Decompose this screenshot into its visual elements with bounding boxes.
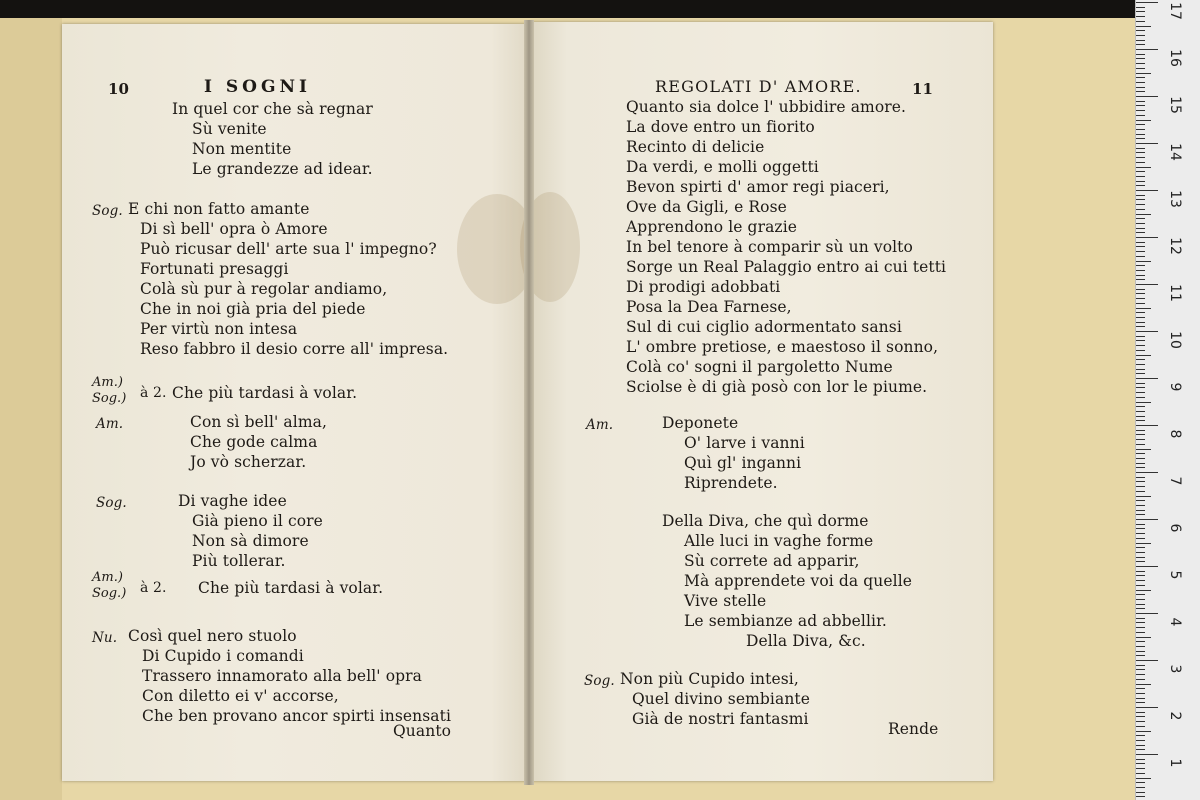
ruler-tick xyxy=(1136,406,1145,407)
right-page-line: Bevon spirti d' amor regi piaceri, xyxy=(626,178,890,196)
right-page-line: Sorge un Real Palaggio entro ai cui tetti xyxy=(626,258,947,276)
ruler-tick xyxy=(1136,63,1145,64)
right-page-line: Le sembianze ad abbellir. xyxy=(684,612,887,630)
left-page-line: In quel cor che sà regnar xyxy=(172,100,373,118)
ruler-tick xyxy=(1136,528,1145,529)
ruler-tick xyxy=(1136,463,1145,464)
left-page-line: Le grandezze ad idear. xyxy=(192,160,373,178)
ruler-tick xyxy=(1136,599,1145,600)
ruler-tick xyxy=(1136,26,1151,27)
ruler-tick xyxy=(1136,322,1145,323)
right-page-line: Ove da Gigli, e Rose xyxy=(626,198,787,216)
ruler-tick xyxy=(1136,637,1151,638)
ruler-tick xyxy=(1136,87,1145,88)
ruler-tick xyxy=(1136,778,1151,779)
left-page-line: Non mentite xyxy=(192,140,292,158)
ruler-number: 3 xyxy=(1167,664,1183,674)
right-page-line: Sciolse è di già posò con lor le piume. xyxy=(626,378,928,396)
ruler-tick xyxy=(1136,345,1145,346)
ruler-tick xyxy=(1136,430,1145,431)
ruler-tick xyxy=(1136,21,1145,22)
duet-2-marker: à 2. xyxy=(140,580,167,596)
ruler-tick xyxy=(1136,524,1145,525)
right-page-line: Deponete xyxy=(662,414,739,432)
ruler-number: 17 xyxy=(1167,2,1183,20)
ruler-tick xyxy=(1136,105,1145,106)
ruler-tick xyxy=(1136,575,1145,576)
ruler-tick xyxy=(1136,684,1151,685)
ruler-tick xyxy=(1136,627,1145,628)
ruler-tick xyxy=(1136,157,1145,158)
right-page-line: Da verdi, e molli oggetti xyxy=(626,158,819,176)
ruler-tick xyxy=(1136,392,1145,393)
right-page-line: La dove entro un fiorito xyxy=(626,118,815,136)
ruler-tick xyxy=(1136,44,1145,45)
ruler-tick xyxy=(1136,359,1145,360)
duet-1-marker: à 2. xyxy=(140,385,167,401)
ruler-tick xyxy=(1136,519,1158,520)
ruler-tick xyxy=(1136,402,1151,403)
ruler-tick xyxy=(1136,96,1158,97)
right-page-line: In bel tenore à comparir sù un volto xyxy=(626,238,913,256)
ruler-tick xyxy=(1136,303,1145,304)
ruler-tick xyxy=(1136,355,1151,356)
right-page-line: Quì gl' inganni xyxy=(684,454,802,472)
left-page-line: Jo vò scherzar. xyxy=(190,453,307,471)
ruler-tick xyxy=(1136,40,1145,41)
ruler-tick xyxy=(1136,590,1151,591)
ruler-tick xyxy=(1136,336,1145,337)
ruler-tick xyxy=(1136,115,1145,116)
right-page-line: Vive stelle xyxy=(684,592,767,610)
left-page-line: Più tollerar. xyxy=(192,552,286,570)
ruler-tick xyxy=(1136,745,1145,746)
ruler-number: 13 xyxy=(1167,190,1183,208)
book-gutter xyxy=(524,20,534,785)
ruler-tick xyxy=(1136,782,1145,783)
ruler-tick xyxy=(1136,613,1158,614)
ruler-tick xyxy=(1136,660,1158,661)
ruler-tick xyxy=(1136,383,1145,384)
left-page-line: Trassero innamorato alla bell' opra xyxy=(142,667,422,685)
ruler-tick xyxy=(1136,561,1145,562)
ruler-tick xyxy=(1136,618,1145,619)
ruler-tick xyxy=(1136,416,1145,417)
right-page-line: Quanto sia dolce l' ubbidire amore. xyxy=(626,98,907,116)
ruler-tick xyxy=(1136,199,1145,200)
left-page-line: Di sì bell' opra ò Amore xyxy=(140,220,328,238)
ruler-tick xyxy=(1136,91,1145,92)
ruler-tick xyxy=(1136,35,1145,36)
ruler-tick xyxy=(1136,167,1151,168)
right-running-header: REGOLATI D' AMORE. xyxy=(655,77,862,96)
ruler-tick xyxy=(1136,331,1158,332)
left-page-line: Che gode calma xyxy=(190,433,318,451)
ruler-tick xyxy=(1136,143,1158,144)
ruler-tick xyxy=(1136,209,1145,210)
right-page-line: Recinto di delicie xyxy=(626,138,765,156)
ruler-number: 15 xyxy=(1167,96,1183,114)
left-page-line: Di vaghe idee xyxy=(178,492,287,510)
ruler-tick xyxy=(1136,763,1145,764)
left-page-line: Con diletto ei v' accorse, xyxy=(142,687,339,705)
ruler-tick xyxy=(1136,293,1145,294)
right-page-line: L' ombre pretiose, e maestoso il sonno, xyxy=(626,338,939,356)
ruler-tick xyxy=(1136,134,1145,135)
duet-label-1: Am.) Sog.) xyxy=(92,375,127,406)
left-page-line: Sù venite xyxy=(192,120,267,138)
ruler-tick xyxy=(1136,726,1145,727)
ruler-tick xyxy=(1136,195,1145,196)
ruler-tick xyxy=(1136,275,1145,276)
ruler-number: 7 xyxy=(1167,476,1183,486)
ruler-tick xyxy=(1136,693,1145,694)
left-page-line: Per virtù non intesa xyxy=(140,320,298,338)
ruler-tick xyxy=(1136,458,1145,459)
ruler-tick xyxy=(1136,82,1145,83)
right-page-line: Già de nostri fantasmi xyxy=(632,710,809,728)
right-page-line: Della Diva, &c. xyxy=(746,632,866,650)
right-page-line: Non più Cupido intesi, xyxy=(620,670,799,688)
ruler-tick xyxy=(1136,190,1158,191)
ruler-tick xyxy=(1136,317,1145,318)
ruler-tick xyxy=(1136,176,1145,177)
left-page-line: Che più tardasi à volar. xyxy=(172,384,358,402)
ruler-tick xyxy=(1136,232,1145,233)
ruler-tick xyxy=(1136,373,1145,374)
right-page-line: Di prodigi adobbati xyxy=(626,278,781,296)
ruler-tick xyxy=(1136,651,1145,652)
right-page-line: Apprendono le grazie xyxy=(626,218,798,236)
right-page-line: Sù correte ad apparir, xyxy=(684,552,860,570)
ruler-tick xyxy=(1136,181,1145,182)
ruler-tick xyxy=(1136,655,1145,656)
left-page-line: Con sì bell' alma, xyxy=(190,413,328,431)
ruler-tick xyxy=(1136,312,1145,313)
right-page-line: Posa la Dea Farnese, xyxy=(626,298,792,316)
ruler-tick xyxy=(1136,185,1145,186)
ruler-tick xyxy=(1136,632,1145,633)
left-page-number: 10 xyxy=(108,80,130,98)
ruler-tick xyxy=(1136,73,1151,74)
right-page-line: O' larve i vanni xyxy=(684,434,805,452)
ruler-tick xyxy=(1136,721,1145,722)
duet-1-bottom: Sog. xyxy=(92,391,122,406)
ruler-tick xyxy=(1136,665,1145,666)
ruler-tick xyxy=(1136,669,1145,670)
ruler-tick xyxy=(1136,768,1145,769)
ruler-tick xyxy=(1136,162,1145,163)
ruler-tick xyxy=(1136,256,1145,257)
ruler-tick xyxy=(1136,148,1145,149)
right-page-speaker-label: Am. xyxy=(586,417,614,433)
left-page-line: Colà sù pur à regolar andiamo, xyxy=(140,280,388,298)
ruler-tick xyxy=(1136,716,1145,717)
ruler-tick xyxy=(1136,425,1158,426)
ruler-tick xyxy=(1136,505,1145,506)
right-page-line: Alle luci in vaghe forme xyxy=(684,532,874,550)
ruler-tick xyxy=(1136,58,1145,59)
ruler-tick xyxy=(1136,54,1145,55)
ruler-tick xyxy=(1136,11,1145,12)
board-edge xyxy=(0,18,62,800)
ruler-tick xyxy=(1136,251,1145,252)
ruler-number: 12 xyxy=(1167,237,1183,255)
ruler-tick xyxy=(1136,740,1145,741)
ruler-tick xyxy=(1136,237,1158,238)
ruler-number: 6 xyxy=(1167,523,1183,533)
ruler-tick xyxy=(1136,646,1145,647)
ruler-tick xyxy=(1136,674,1145,675)
ruler-tick xyxy=(1136,712,1145,713)
ruler-tick xyxy=(1136,547,1145,548)
ruler-tick xyxy=(1136,7,1145,8)
ruler-tick xyxy=(1136,16,1145,17)
duet-2-top: Am. xyxy=(92,570,118,585)
left-page-line: Reso fabbro il desio corre all' impresa. xyxy=(140,340,449,358)
left-page-speaker-label: Am. xyxy=(96,416,124,432)
ruler-tick xyxy=(1136,68,1145,69)
ruler-tick xyxy=(1136,698,1145,699)
left-page-line: Così quel nero stuolo xyxy=(128,627,297,645)
ruler-tick xyxy=(1136,749,1145,750)
left-page-speaker-label: Sog. xyxy=(92,203,123,219)
ruler-tick xyxy=(1136,364,1145,365)
ruler-tick xyxy=(1136,326,1145,327)
ruler-tick xyxy=(1136,580,1145,581)
ruler-number: 14 xyxy=(1167,143,1183,161)
left-page-line: Di Cupido i comandi xyxy=(142,647,304,665)
ruler-tick xyxy=(1136,265,1145,266)
left-page-speaker-label: Nu. xyxy=(92,630,118,646)
ruler-number: 1 xyxy=(1167,758,1183,768)
ruler-tick xyxy=(1136,284,1158,285)
ruler-tick xyxy=(1136,434,1145,435)
ruler-tick xyxy=(1136,608,1145,609)
ruler-tick xyxy=(1136,110,1145,111)
ruler-tick xyxy=(1136,261,1151,262)
ruler-tick xyxy=(1136,688,1145,689)
ruler-tick xyxy=(1136,138,1145,139)
ruler-tick xyxy=(1136,453,1145,454)
left-running-header: I SOGNI xyxy=(204,77,311,97)
ruler-tick xyxy=(1136,773,1145,774)
ruler-tick xyxy=(1136,246,1145,247)
ruler-tick xyxy=(1136,120,1151,121)
duet-label-2: Am.) Sog.) xyxy=(92,570,127,601)
duet-1-top: Am. xyxy=(92,375,118,390)
ruler-tick xyxy=(1136,552,1145,553)
ruler-tick xyxy=(1136,340,1145,341)
ruler-tick xyxy=(1136,477,1145,478)
ruler-tick xyxy=(1136,496,1151,497)
left-page-line: Che ben provano ancor spirti insensati xyxy=(142,707,452,725)
ruler-tick xyxy=(1136,679,1145,680)
ruler-tick xyxy=(1136,449,1151,450)
ruler-tick xyxy=(1136,369,1145,370)
ruler-tick xyxy=(1136,378,1158,379)
ruler-tick xyxy=(1136,2,1158,3)
right-page-line: Mà apprendete voi da quelle xyxy=(684,572,913,590)
ruler-tick xyxy=(1136,604,1145,605)
ruler-tick xyxy=(1136,514,1145,515)
left-page-line: Che in noi già pria del piede xyxy=(140,300,366,318)
ruler-tick xyxy=(1136,420,1145,421)
ruler-number: 4 xyxy=(1167,617,1183,627)
ruler-tick xyxy=(1136,171,1145,172)
right-page-line: Della Diva, che quì dorme xyxy=(662,512,869,530)
ruler-tick xyxy=(1136,702,1145,703)
ruler-tick xyxy=(1136,500,1145,501)
ruler-tick xyxy=(1136,228,1145,229)
ruler-tick xyxy=(1136,204,1145,205)
ruler-tick xyxy=(1136,397,1145,398)
ruler-tick xyxy=(1136,129,1145,130)
left-page-line: Già pieno il core xyxy=(192,512,323,530)
ruler-tick xyxy=(1136,557,1145,558)
ruler-tick xyxy=(1136,796,1145,797)
right-page-line: Sul di cui ciglio adormentato sansi xyxy=(626,318,902,336)
ruler-tick xyxy=(1136,214,1151,215)
ruler-tick xyxy=(1136,787,1145,788)
duet-2-bottom: Sog. xyxy=(92,586,122,601)
left-page-speaker-label: Sog. xyxy=(96,495,127,511)
ruler-tick xyxy=(1136,533,1145,534)
right-page-line: Riprendete. xyxy=(684,474,778,492)
ruler-tick xyxy=(1136,223,1145,224)
ruler-number: 8 xyxy=(1167,429,1183,439)
ruler-tick xyxy=(1136,350,1145,351)
ruler-tick xyxy=(1136,707,1158,708)
ruler-tick xyxy=(1136,792,1145,793)
ruler-tick xyxy=(1136,538,1145,539)
ruler-number: 2 xyxy=(1167,711,1183,721)
ruler-tick xyxy=(1136,585,1145,586)
ruler-tick xyxy=(1136,152,1145,153)
ruler-tick xyxy=(1136,242,1145,243)
ruler-tick xyxy=(1136,472,1158,473)
right-page-line: Colà co' sogni il pargoletto Nume xyxy=(626,358,893,376)
ruler-number: 10 xyxy=(1167,331,1183,349)
ruler-tick xyxy=(1136,622,1145,623)
right-catchword: Rende xyxy=(888,720,939,738)
ruler-tick xyxy=(1136,731,1151,732)
ruler-tick xyxy=(1136,491,1145,492)
ruler-number: 16 xyxy=(1167,49,1183,67)
ruler-tick xyxy=(1136,439,1145,440)
ruler-tick xyxy=(1136,308,1151,309)
ruler-tick xyxy=(1136,543,1151,544)
left-page-line: Può ricusar dell' arte sua l' impegno? xyxy=(140,240,437,258)
left-catchword: Quanto xyxy=(393,722,452,740)
ruler-tick xyxy=(1136,467,1145,468)
ruler-number: 9 xyxy=(1167,382,1183,392)
right-page-line: Quel divino sembiante xyxy=(632,690,811,708)
ruler-number: 11 xyxy=(1167,284,1183,302)
ruler-tick xyxy=(1136,289,1145,290)
left-page-line: E chi non fatto amante xyxy=(128,200,310,218)
ruler-tick xyxy=(1136,124,1145,125)
ruler-number: 5 xyxy=(1167,570,1183,580)
ruler-tick xyxy=(1136,101,1145,102)
right-page-speaker-label: Sog. xyxy=(584,673,615,689)
ruler-tick xyxy=(1136,270,1145,271)
ruler-tick xyxy=(1136,641,1145,642)
ruler-tick xyxy=(1136,759,1145,760)
left-page-line: Non sà dimore xyxy=(192,532,309,550)
left-page-line: Fortunati presaggi xyxy=(140,260,289,278)
ruler-tick xyxy=(1136,571,1145,572)
ruler-tick xyxy=(1136,279,1145,280)
ruler-tick xyxy=(1136,444,1145,445)
right-page-number: 11 xyxy=(912,80,934,98)
ruler-tick xyxy=(1136,486,1145,487)
ruler-tick xyxy=(1136,411,1145,412)
ruler-tick xyxy=(1136,218,1145,219)
ruler-tick xyxy=(1136,754,1158,755)
ruler-tick xyxy=(1136,594,1145,595)
ruler-tick xyxy=(1136,566,1158,567)
ruler-tick xyxy=(1136,77,1145,78)
ruler-tick xyxy=(1136,481,1145,482)
ruler-tick xyxy=(1136,298,1145,299)
ruler-tick xyxy=(1136,735,1145,736)
ruler-tick xyxy=(1136,510,1145,511)
left-page-line: Che più tardasi à volar. xyxy=(198,579,384,597)
ruler-tick xyxy=(1136,387,1145,388)
ruler-tick xyxy=(1136,49,1158,50)
ruler-tick xyxy=(1136,30,1145,31)
